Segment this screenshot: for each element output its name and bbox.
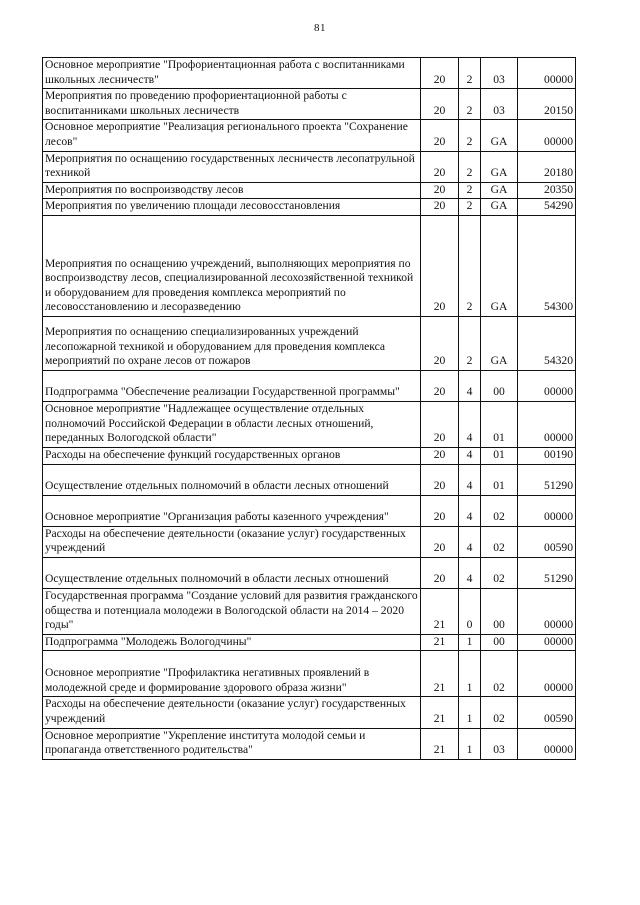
direction-code-cell: 00000 (518, 495, 576, 526)
direction-code-cell: 00000 (518, 58, 576, 89)
table-row (43, 401, 576, 447)
table-row (43, 151, 576, 182)
table-row (43, 120, 576, 151)
activity-code-cell: 02 (481, 651, 518, 697)
budget-classification-table (42, 57, 576, 760)
activity-code-cell: 03 (481, 58, 518, 89)
subprogram-code-cell: 4 (459, 401, 481, 447)
subprogram-code-cell: 0 (459, 588, 481, 634)
program-code-cell: 20 (421, 557, 459, 588)
row-name-cell: Основное мероприятие "Профилактика негативных проявлений в молодежной среде и формирование здорового образа жизни" (43, 651, 421, 697)
row-name-cell: Подпрограмма "Обеспечение реализации Государственной программы" (43, 370, 421, 401)
program-code-cell: 20 (421, 495, 459, 526)
activity-code-cell: 03 (481, 89, 518, 120)
subprogram-code-cell: 4 (459, 447, 481, 464)
program-code-cell: 20 (421, 182, 459, 199)
activity-code-cell: GA (481, 316, 518, 370)
table-row (43, 447, 576, 464)
row-name-cell: Мероприятия по проведению профориентационной работы с воспитанниками школьных лесничеств (43, 89, 421, 120)
direction-code-cell: 00000 (518, 120, 576, 151)
direction-code-cell: 54320 (518, 316, 576, 370)
table-row (43, 634, 576, 651)
subprogram-code-cell: 4 (459, 526, 481, 557)
table-row (43, 588, 576, 634)
program-code-cell: 20 (421, 447, 459, 464)
table-row (43, 182, 576, 199)
table-row (43, 199, 576, 216)
table-row (43, 215, 576, 316)
row-name-cell: Осуществление отдельных полномочий в области лесных отношений (43, 464, 421, 495)
row-name-cell: Расходы на обеспечение функций государственных органов (43, 447, 421, 464)
direction-code-cell: 00190 (518, 447, 576, 464)
direction-code-cell: 00590 (518, 697, 576, 728)
subprogram-code-cell: 2 (459, 182, 481, 199)
activity-code-cell: 02 (481, 557, 518, 588)
activity-code-cell: GA (481, 215, 518, 316)
row-name-cell: Осуществление отдельных полномочий в области лесных отношений (43, 557, 421, 588)
subprogram-code-cell: 2 (459, 151, 481, 182)
program-code-cell: 20 (421, 464, 459, 495)
direction-code-cell: 54290 (518, 199, 576, 216)
program-code-cell: 20 (421, 199, 459, 216)
program-code-cell: 21 (421, 697, 459, 728)
row-name-cell: Основное мероприятие "Надлежащее осуществление отдельных полномочий Российской Федерации в области лесных отношений, переданных Вологодской области" (43, 401, 421, 447)
table-row (43, 370, 576, 401)
direction-code-cell: 51290 (518, 557, 576, 588)
subprogram-code-cell: 1 (459, 728, 481, 759)
table-row (43, 58, 576, 89)
activity-code-cell: 01 (481, 447, 518, 464)
subprogram-code-cell: 4 (459, 557, 481, 588)
activity-code-cell: GA (481, 199, 518, 216)
row-name-cell: Мероприятия по воспроизводству лесов (43, 182, 421, 199)
subprogram-code-cell: 2 (459, 58, 481, 89)
row-name-cell: Мероприятия по оснащению государственных лесничеств лесопатрульной техникой (43, 151, 421, 182)
activity-code-cell: 00 (481, 634, 518, 651)
activity-code-cell: GA (481, 182, 518, 199)
subprogram-code-cell: 2 (459, 120, 481, 151)
table-row (43, 557, 576, 588)
program-code-cell: 20 (421, 401, 459, 447)
direction-code-cell: 00000 (518, 634, 576, 651)
activity-code-cell: 02 (481, 526, 518, 557)
activity-code-cell: 00 (481, 588, 518, 634)
row-name-cell: Мероприятия по увеличению площади лесовосстановления (43, 199, 421, 216)
row-name-cell: Государственная программа "Создание условий для развития гражданского общества и потенциала молодежи в Вологодской области на 2014 – 2020 годы" (43, 588, 421, 634)
subprogram-code-cell: 2 (459, 89, 481, 120)
row-name-cell: Основное мероприятие "Профориентационная работа с воспитанниками школьных лесничеств" (43, 58, 421, 89)
program-code-cell: 20 (421, 89, 459, 120)
activity-code-cell: 01 (481, 464, 518, 495)
page-number: 81 (314, 22, 326, 34)
direction-code-cell: 00000 (518, 728, 576, 759)
table-body (43, 58, 576, 760)
direction-code-cell: 20350 (518, 182, 576, 199)
row-name-cell: Основное мероприятие "Укрепление института молодой семьи и пропаганда ответственного родительства" (43, 728, 421, 759)
program-code-cell: 20 (421, 58, 459, 89)
program-code-cell: 20 (421, 316, 459, 370)
program-code-cell: 21 (421, 651, 459, 697)
table-row (43, 728, 576, 759)
table-row (43, 651, 576, 697)
direction-code-cell: 00000 (518, 370, 576, 401)
direction-code-cell: 20150 (518, 89, 576, 120)
direction-code-cell: 20180 (518, 151, 576, 182)
subprogram-code-cell: 4 (459, 495, 481, 526)
activity-code-cell: 01 (481, 401, 518, 447)
table-row (43, 89, 576, 120)
direction-code-cell: 00000 (518, 651, 576, 697)
program-code-cell: 20 (421, 120, 459, 151)
program-code-cell: 20 (421, 526, 459, 557)
row-name-cell: Основное мероприятие "Организация работы казенного учреждения" (43, 495, 421, 526)
direction-code-cell: 00000 (518, 401, 576, 447)
table-row (43, 316, 576, 370)
table-row (43, 526, 576, 557)
subprogram-code-cell: 1 (459, 651, 481, 697)
direction-code-cell: 00590 (518, 526, 576, 557)
activity-code-cell: 00 (481, 370, 518, 401)
row-name-cell: Мероприятия по оснащению специализированных учреждений лесопожарной техникой и оборудованием для проведения комплекса мероприятий по охране лесов от пожаров (43, 316, 421, 370)
table-row (43, 495, 576, 526)
direction-code-cell: 51290 (518, 464, 576, 495)
program-code-cell: 20 (421, 370, 459, 401)
subprogram-code-cell: 4 (459, 464, 481, 495)
subprogram-code-cell: 2 (459, 199, 481, 216)
row-name-cell: Расходы на обеспечение деятельности (оказание услуг) государственных учреждений (43, 526, 421, 557)
activity-code-cell: GA (481, 120, 518, 151)
table-row (43, 464, 576, 495)
program-code-cell: 20 (421, 151, 459, 182)
direction-code-cell: 54300 (518, 215, 576, 316)
row-name-cell: Основное мероприятие "Реализация регионального проекта "Сохранение лесов" (43, 120, 421, 151)
direction-code-cell: 00000 (518, 588, 576, 634)
activity-code-cell: 02 (481, 495, 518, 526)
program-code-cell: 20 (421, 215, 459, 316)
program-code-cell: 21 (421, 588, 459, 634)
program-code-cell: 21 (421, 728, 459, 759)
subprogram-code-cell: 2 (459, 316, 481, 370)
subprogram-code-cell: 1 (459, 634, 481, 651)
row-name-cell: Расходы на обеспечение деятельности (оказание услуг) государственных учреждений (43, 697, 421, 728)
row-name-cell: Мероприятия по оснащению учреждений, выполняющих мероприятия по воспроизводству лесов, специализированной лесохозяйственной техникой и оборудованием для проведения комплекса мероприятий по лесовосстановлению и лесоразведению (43, 215, 421, 316)
activity-code-cell: GA (481, 151, 518, 182)
program-code-cell: 21 (421, 634, 459, 651)
row-name-cell: Подпрограмма "Молодежь Вологодчины" (43, 634, 421, 651)
subprogram-code-cell: 4 (459, 370, 481, 401)
subprogram-code-cell: 2 (459, 215, 481, 316)
activity-code-cell: 03 (481, 728, 518, 759)
table-row (43, 697, 576, 728)
subprogram-code-cell: 1 (459, 697, 481, 728)
activity-code-cell: 02 (481, 697, 518, 728)
